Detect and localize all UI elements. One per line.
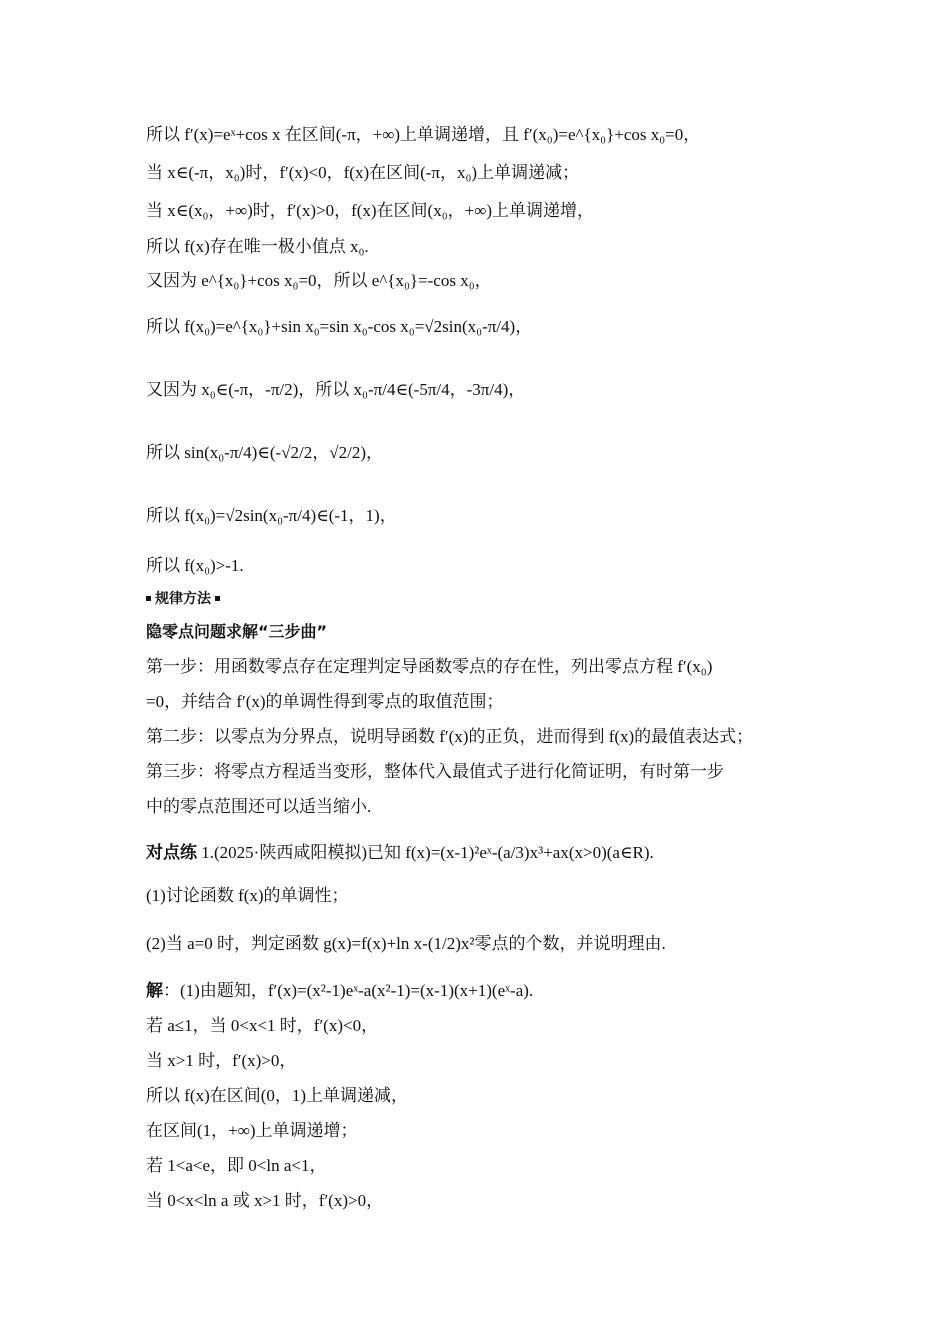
text-line: 又因为 e^{x₀}+cos x₀=0，所以 e^{x₀}=-cos x₀， bbox=[146, 271, 492, 290]
text-line: 第一步：用函数零点存在定理判定导函数零点的存在性，列出零点方程 f′(x₀) bbox=[146, 657, 713, 676]
text-line: 又因为 x₀∈(-π，-π/2)，所以 x₀-π/4∈(-5π/4，-3π/4)， bbox=[146, 380, 526, 399]
text-line: 当 x∈(-π，x₀)时，f′(x)<0，f(x)在区间(-π，x₀)上单调递减； bbox=[146, 163, 580, 182]
text-line: 所以 f(x₀)=√2sin(x₀-π/4)∈(-1，1)， bbox=[146, 506, 397, 525]
square-bullet-icon bbox=[146, 596, 151, 601]
text-line: 第二步：以零点为分界点，说明导函数 f′(x)的正负，进而得到 f(x)的最值表达式； bbox=[146, 727, 754, 746]
text-line: 在区间(1，+∞)上单调递增； bbox=[146, 1121, 358, 1140]
method-header bbox=[146, 588, 220, 610]
text-line: 当 x>1 时，f′(x)>0， bbox=[146, 1051, 297, 1070]
text-line: (2)当 a=0 时，判定函数 g(x)=f(x)+ln x-(1/2)x²零点的个数，并说明理由. bbox=[146, 934, 666, 953]
text-line: 所以 f(x₀)=e^{x₀}+sin x₀=sin x₀-cos x₀=√2sin(x₀-π/4)， bbox=[146, 317, 533, 336]
exercise-line bbox=[146, 842, 654, 864]
text-line: 所以 f(x)存在唯一极小值点 x₀. bbox=[146, 237, 369, 256]
text-line: (1)讨论函数 f(x)的单调性； bbox=[146, 886, 349, 905]
text-line: 第三步：将零点方程适当变形，整体代入最值式子进行化简证明，有时第一步 bbox=[146, 762, 724, 781]
solution-line bbox=[146, 980, 533, 1002]
text-line: 中的零点范围还可以适当缩小. bbox=[146, 797, 372, 816]
solution-text: ：(1)由题知，f′(x)=(x²-1)eˣ-a(x²-1)=(x-1)(x+1)(eˣ-a). bbox=[163, 981, 534, 1000]
exercise-label: 对点练 bbox=[146, 843, 197, 863]
square-bullet-icon bbox=[215, 596, 220, 601]
text-line: 当 x∈(x₀，+∞)时，f′(x)>0，f(x)在区间(x₀，+∞)上单调递增， bbox=[146, 201, 595, 220]
text-line: 所以 f(x)在区间(0，1)上单调递减， bbox=[146, 1086, 409, 1105]
method-title: 隐零点问题求解“三步曲” bbox=[146, 622, 328, 641]
text-line: 所以 sin(x₀-π/4)∈(-√2/2，√2/2)， bbox=[146, 443, 383, 462]
text-line: 若 1<a<e，即 0<ln a<1， bbox=[146, 1156, 327, 1175]
text-line: 所以 f′(x)=eˣ+cos x 在区间(-π，+∞)上单调递增，且 f′(x₀)=e^{x₀}+cos x₀=0， bbox=[146, 125, 701, 144]
solution-label: 解 bbox=[146, 981, 163, 1001]
text-line: 当 0<x<ln a 或 x>1 时，f′(x)>0， bbox=[146, 1191, 384, 1210]
text-line: =0，并结合 f′(x)的单调性得到零点的取值范围； bbox=[146, 692, 504, 711]
text-line: 若 a≤1，当 0<x<1 时，f′(x)<0， bbox=[146, 1016, 379, 1035]
text-line: 所以 f(x₀)>-1. bbox=[146, 556, 244, 575]
method-header-text: 规律方法 bbox=[155, 591, 211, 607]
exercise-text: 1.(2025·陕西咸阳模拟)已知 f(x)=(x-1)²eˣ-(a/3)x³+ax(x>0)(a∈R). bbox=[197, 843, 654, 862]
